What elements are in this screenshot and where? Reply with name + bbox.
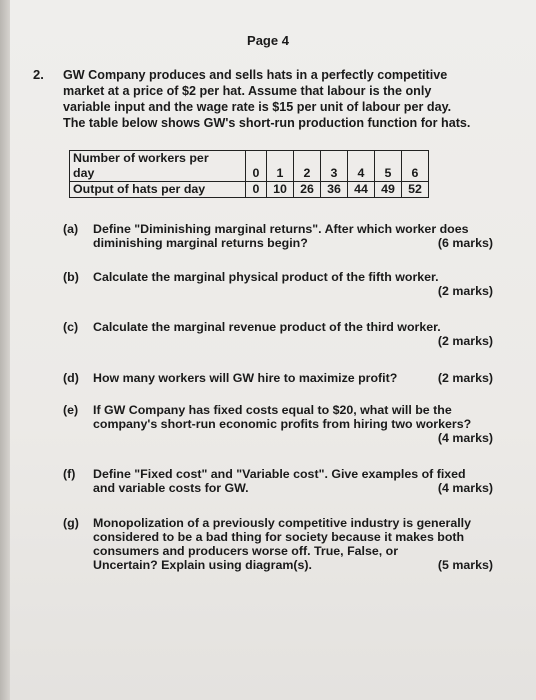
part-g (63, 516, 503, 580)
part-text: Define "Diminishing marginal returns". After which worker does (93, 222, 469, 236)
part-text: considered to be a bad thing for society because it makes both (93, 530, 465, 544)
part-marks: (2 marks) (437, 284, 493, 298)
part-f (63, 467, 503, 499)
part-marks: (6 marks) (437, 236, 493, 250)
output-cell: 10 (267, 182, 294, 198)
production-table (69, 150, 429, 198)
workers-row (70, 151, 429, 182)
part-text: and variable costs for GW. (93, 481, 249, 495)
output-cell: 36 (321, 182, 348, 198)
part-c (63, 320, 503, 352)
output-cell: 0 (246, 182, 267, 198)
workers-cell: 3 (321, 151, 348, 182)
part-label: (g) (63, 516, 79, 530)
workers-cell: 6 (402, 151, 429, 182)
part-text: How many workers will GW hire to maximize profit? (93, 371, 398, 385)
intro-line: GW Company produces and sells hats in a perfectly competitive (63, 68, 448, 82)
part-label: (e) (63, 403, 79, 417)
part-label: (b) (63, 270, 79, 284)
part-text: If GW Company has fixed costs equal to $20, what will be the (93, 403, 452, 417)
part-text: Calculate the marginal revenue product of the third worker. (93, 320, 441, 334)
question-intro (63, 67, 503, 131)
workers-row-label: Number of workers per day (70, 151, 246, 182)
part-text: Define "Fixed cost" and "Variable cost". Give examples of fixed (93, 467, 466, 481)
part-text: diminishing marginal returns begin? (93, 236, 308, 250)
part-text: Uncertain? Explain using diagram(s). (93, 558, 312, 572)
part-label: (f) (63, 467, 76, 481)
intro-line: The table below shows GW's short-run production function for hats. (63, 116, 471, 130)
workers-cell: 4 (348, 151, 375, 182)
part-d (63, 371, 503, 387)
part-text: Monopolization of a previously competitive industry is generally (93, 516, 471, 530)
output-cell: 49 (375, 182, 402, 198)
workers-cell: 1 (267, 151, 294, 182)
output-row-label: Output of hats per day (70, 182, 246, 198)
workers-cell: 5 (375, 151, 402, 182)
part-marks: (2 marks) (437, 334, 493, 348)
intro-line: variable input and the wage rate is $15 per unit of labour per day. (63, 100, 452, 114)
workers-cell: 2 (294, 151, 321, 182)
part-e (63, 403, 503, 451)
output-cell: 52 (402, 182, 429, 198)
part-marks: (4 marks) (437, 431, 493, 445)
part-label: (c) (63, 320, 79, 334)
part-a (63, 222, 503, 254)
part-text: Calculate the marginal physical product of the fifth worker. (93, 270, 439, 284)
page-binding-shadow (0, 0, 10, 700)
page-label: Page 4 (247, 33, 289, 48)
output-cell: 26 (294, 182, 321, 198)
part-b (63, 270, 503, 302)
part-marks: (5 marks) (437, 558, 493, 572)
part-label: (d) (63, 371, 79, 385)
question-number: 2. (33, 67, 44, 82)
part-label: (a) (63, 222, 79, 236)
part-marks: (4 marks) (437, 481, 493, 495)
part-marks: (2 marks) (437, 371, 493, 385)
part-text: company's short-run economic profits from hiring two workers? (93, 417, 472, 431)
part-text: consumers and producers worse off. True, False, or (93, 544, 399, 558)
workers-cell: 0 (246, 151, 267, 182)
intro-line: market at a price of $2 per hat. Assume that labour is the only (63, 84, 432, 98)
output-cell: 44 (348, 182, 375, 198)
output-row (70, 182, 429, 198)
